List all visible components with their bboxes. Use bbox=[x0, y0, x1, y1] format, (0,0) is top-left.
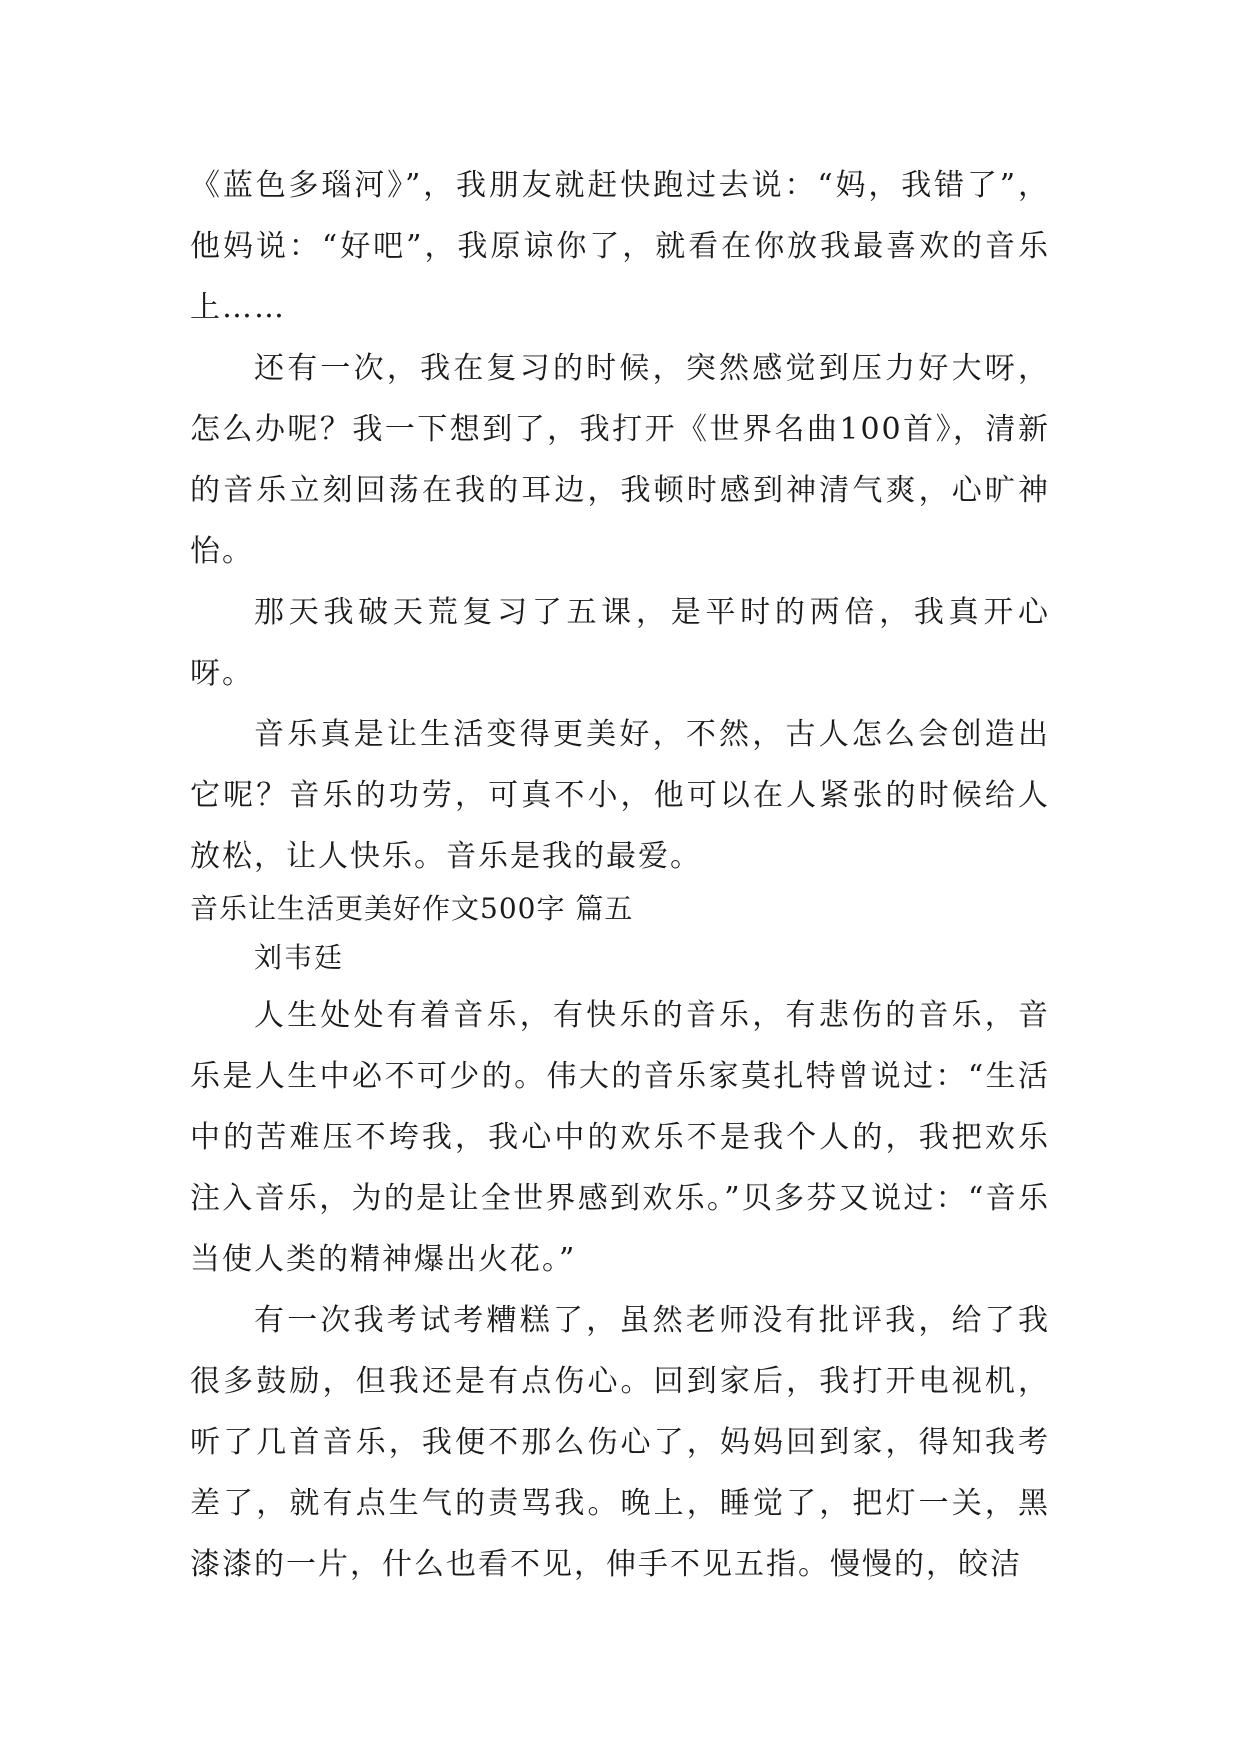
paragraph-review-story: 还有一次，我在复习的时候，突然感觉到压力好大呀，怎么办呢？我一下想到了，我打开《世界名曲100首》，清新的音乐立刻回荡在我的耳边，我顿时感到神清气爽，心旷神怡。 bbox=[190, 351, 1050, 569]
paragraph-conclusion: 音乐真是让生活变得更美好，不然，古人怎么会创造出它呢？音乐的功劳，可真不小，他可以在人紧张的时候给人放松，让人快乐。音乐是我的最爱。 bbox=[190, 717, 1050, 874]
paragraph-exam-story: 有一次我考试考糟糕了，虽然老师没有批评我，给了我很多鼓励，但我还是有点伤心。回到家后，我打开电视机，听了几首音乐，我便不那么伤心了，妈妈回到家，得知我考差了，就有点生气的责骂我。晚上，睡觉了，把灯一关，黑漆漆的一片，什么也看不见，伸手不见五指。慢慢的，皎洁 bbox=[190, 1303, 1050, 1582]
paragraph-five-lessons: 那天我破天荒复习了五课，是平时的两倍，我真开心呀。 bbox=[190, 595, 1050, 691]
author-name: 刘韦廷 bbox=[254, 941, 345, 974]
paragraph-intro: 人生处处有着音乐，有快乐的音乐，有悲伤的音乐，音乐是人生中必不可少的。伟大的音乐家莫扎特曾说过：“生活中的苦难压不垮我，我心中的欢乐不是我个人的，我把欢乐注入音乐，为的是让全世界感到欢乐。”贝多芬又说过：“音乐当使人类的精神爆出火花。” bbox=[190, 998, 1050, 1277]
section-title: 音乐让生活更美好作文500字 篇五 bbox=[190, 892, 634, 925]
paragraph-continuation: 《蓝色多瑙河》”，我朋友就赶快跑过去说：“妈，我错了”，他妈说：“好吧”，我原谅你了，就看在你放我最喜欢的音乐上…… bbox=[190, 168, 1050, 325]
document-page bbox=[190, 155, 1050, 1595]
